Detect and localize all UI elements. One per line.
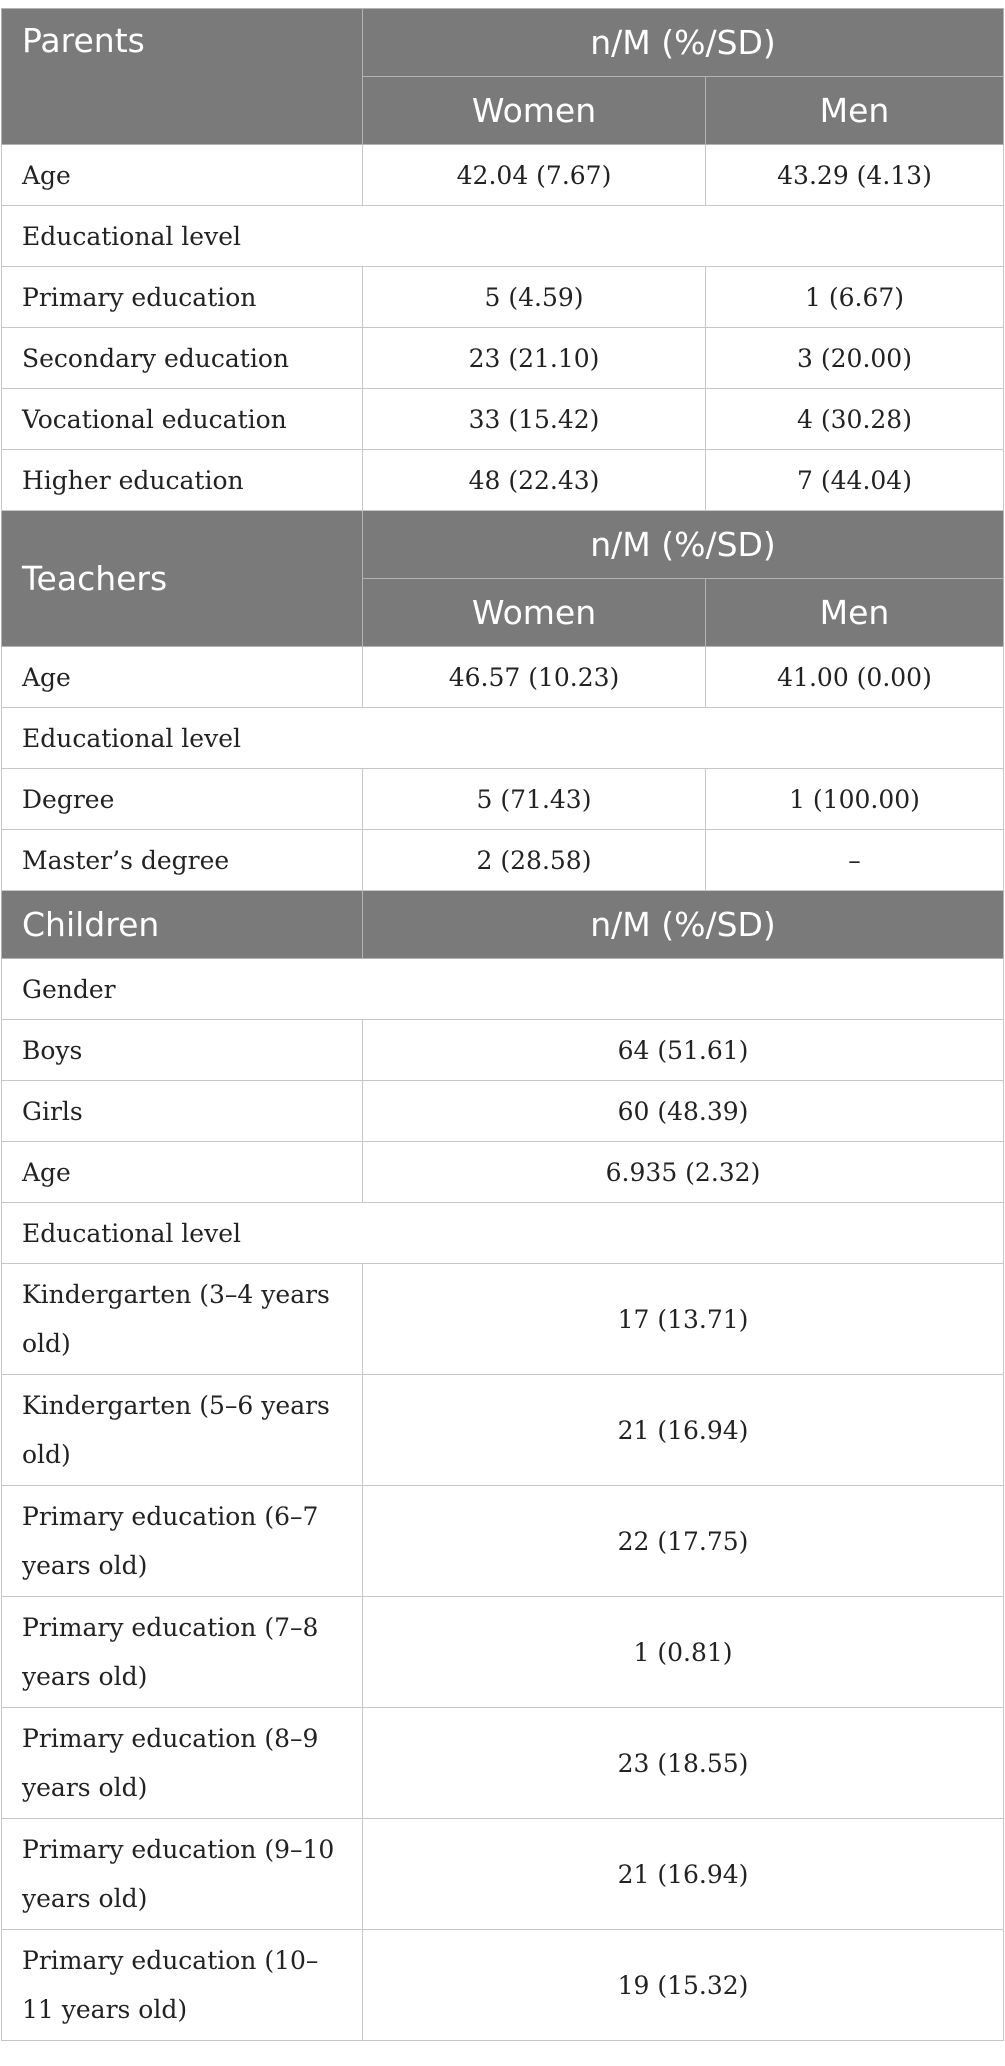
teachers-men-header: Men xyxy=(706,579,1004,647)
table-row xyxy=(2,1020,1004,1081)
row-label: Age xyxy=(2,1142,363,1203)
table-row xyxy=(2,389,1004,450)
row-label: Age xyxy=(2,647,363,708)
table-row xyxy=(2,206,1004,267)
table-row xyxy=(2,1142,1004,1203)
table-row xyxy=(2,1597,1004,1708)
children-stat-header: n/M (%/SD) xyxy=(363,891,1004,959)
row-label: Boys xyxy=(2,1020,363,1081)
table-row xyxy=(2,769,1004,830)
table-row xyxy=(2,1486,1004,1597)
row-label: Higher education xyxy=(2,450,363,511)
parents-women-header: Women xyxy=(363,77,706,145)
women-value: 33 (15.42) xyxy=(363,389,706,450)
parents-stat-header: n/M (%/SD) xyxy=(363,9,1004,77)
women-value: 5 (71.43) xyxy=(363,769,706,830)
row-label: Primary education (10–11 years old) xyxy=(2,1930,363,2041)
subsection-label: Gender xyxy=(2,959,1004,1020)
men-value: 43.29 (4.13) xyxy=(706,145,1004,206)
table-row xyxy=(2,1203,1004,1264)
table-row xyxy=(2,1708,1004,1819)
children-value: 6.935 (2.32) xyxy=(363,1142,1004,1203)
table-row xyxy=(2,1264,1004,1375)
table-row xyxy=(2,267,1004,328)
row-label: Degree xyxy=(2,769,363,830)
teachers-section-title: Teachers xyxy=(2,511,363,647)
row-label: Primary education (6–7 years old) xyxy=(2,1486,363,1597)
women-value: 23 (21.10) xyxy=(363,328,706,389)
children-value: 23 (18.55) xyxy=(363,1708,1004,1819)
men-value: 1 (6.67) xyxy=(706,267,1004,328)
children-value: 60 (48.39) xyxy=(363,1081,1004,1142)
children-value: 21 (16.94) xyxy=(363,1819,1004,1930)
teachers-header-row xyxy=(2,511,1004,579)
teachers-stat-header: n/M (%/SD) xyxy=(363,511,1004,579)
subsection-label: Educational level xyxy=(2,206,1004,267)
women-value: 2 (28.58) xyxy=(363,830,706,891)
parents-header-row xyxy=(2,9,1004,77)
teachers-women-header: Women xyxy=(363,579,706,647)
table-row xyxy=(2,450,1004,511)
men-value: 1 (100.00) xyxy=(706,769,1004,830)
row-label: Girls xyxy=(2,1081,363,1142)
parents-men-header: Men xyxy=(706,77,1004,145)
men-value: 3 (20.00) xyxy=(706,328,1004,389)
children-section-title: Children xyxy=(2,891,363,959)
children-value: 64 (51.61) xyxy=(363,1020,1004,1081)
children-value: 22 (17.75) xyxy=(363,1486,1004,1597)
row-label: Kindergarten (3–4 years old) xyxy=(2,1264,363,1375)
children-value: 17 (13.71) xyxy=(363,1264,1004,1375)
table-row xyxy=(2,328,1004,389)
women-value: 46.57 (10.23) xyxy=(363,647,706,708)
parents-section-title: Parents xyxy=(2,9,363,145)
subsection-label: Educational level xyxy=(2,1203,1004,1264)
men-value: 7 (44.04) xyxy=(706,450,1004,511)
men-value: – xyxy=(706,830,1004,891)
men-value: 4 (30.28) xyxy=(706,389,1004,450)
table-row xyxy=(2,1819,1004,1930)
subsection-label: Educational level xyxy=(2,708,1004,769)
table-row xyxy=(2,708,1004,769)
women-value: 5 (4.59) xyxy=(363,267,706,328)
row-label: Secondary education xyxy=(2,328,363,389)
row-label: Primary education (9–10 years old) xyxy=(2,1819,363,1930)
children-header-row xyxy=(2,891,1004,959)
demographics-table xyxy=(1,8,1004,2041)
table-row xyxy=(2,830,1004,891)
row-label: Primary education (7–8 years old) xyxy=(2,1597,363,1708)
children-value: 1 (0.81) xyxy=(363,1597,1004,1708)
children-value: 19 (15.32) xyxy=(363,1930,1004,2041)
row-label: Primary education (8–9 years old) xyxy=(2,1708,363,1819)
row-label: Primary education xyxy=(2,267,363,328)
table-row xyxy=(2,959,1004,1020)
women-value: 42.04 (7.67) xyxy=(363,145,706,206)
men-value: 41.00 (0.00) xyxy=(706,647,1004,708)
row-label: Kindergarten (5–6 years old) xyxy=(2,1375,363,1486)
table-row xyxy=(2,647,1004,708)
table-row xyxy=(2,1930,1004,2041)
row-label: Vocational education xyxy=(2,389,363,450)
children-value: 21 (16.94) xyxy=(363,1375,1004,1486)
row-label: Age xyxy=(2,145,363,206)
table-row xyxy=(2,145,1004,206)
women-value: 48 (22.43) xyxy=(363,450,706,511)
row-label: Master’s degree xyxy=(2,830,363,891)
table-row xyxy=(2,1081,1004,1142)
table-row xyxy=(2,1375,1004,1486)
